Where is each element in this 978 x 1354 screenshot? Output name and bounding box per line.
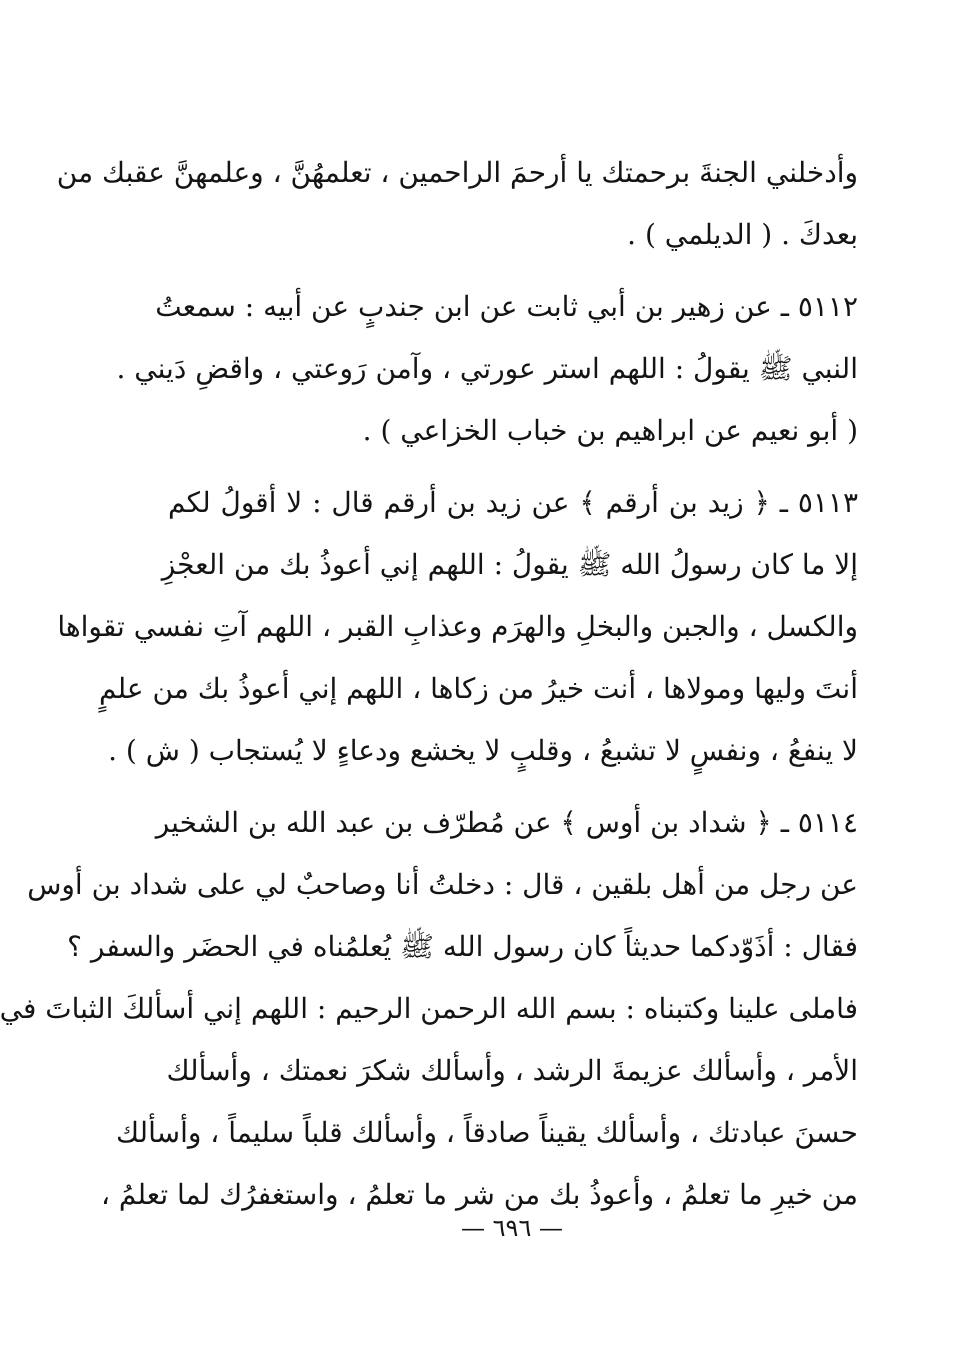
text-line: ٥١١٤ ـ ﴿ شداد بن أوس ﴾ عن مُطرّف بن عبد الله بن الشخير [155, 806, 858, 839]
text-line: من خيرِ ما تعلمُ ، وأعوذُ بك من شر ما تعلمُ ، واستغفرُك لما تعلمُ ، [100, 1178, 858, 1211]
text-line: ( أبو نعيم عن ابراهيم بن خباب الخزاعي ) . [362, 414, 858, 447]
page-text [0, 142, 858, 1226]
text-line: إلا ما كان رسولُ الله ﷺ يقولُ : اللهم إني أعوذُ بك من العجْزِ [161, 548, 858, 581]
text-line: لا ينفعُ ، ونفسٍ لا تشبعُ ، وقلبٍ لا يخشع ودعاءٍ لا يُستجاب ( ش ) . [108, 734, 858, 767]
text-line: عن رجل من أهل بلقين ، قال : دخلتُ أنا وصاحبٌ لي على شداد بن أوس [27, 868, 858, 901]
paragraph-5112 [116, 276, 858, 462]
text-line: النبي ﷺ يقولُ : اللهم استر عورتي ، وآمن رَوعتي ، واقضِ دَيني . [116, 352, 858, 385]
text-line: الأمر ، وأسألك عزيمةَ الرشد ، وأسألك شكرَ نعمتك ، وأسألك [166, 1054, 858, 1087]
text-line: أنتَ وليها ومولاها ، أنت خيرُ من زكاها ، اللهم إني أعوذُ بك من علمٍ [99, 672, 858, 705]
text-line: فاملى علينا وكتبناه : بسم الله الرحمن الرحيم : اللهم إني أسألكَ الثباتَ في [0, 992, 858, 1025]
text-line: والكسل ، والجبن والبخلِ والهرَم وعذابِ القبر ، اللهم آتِ نفسي تقواها [57, 610, 858, 643]
paragraph-5114 [0, 792, 858, 1226]
page-number: — ٦٩٦ — [461, 1214, 563, 1242]
text-line: فقال : أذَوّدكما حديثاً كان رسول الله ﷺ يُعلمُناه في الحضَر والسفر ؟ [67, 930, 858, 963]
paragraph-continuation [56, 142, 858, 266]
paragraph-5113 [57, 472, 858, 782]
text-line: بعدكَ . ( الديلمي ) . [627, 218, 858, 251]
text-line: ٥١١٢ ـ عن زهير بن أبي ثابت عن ابن جندبٍ عن أبيه : سمعتُ [155, 290, 858, 323]
text-line: وأدخلني الجنةَ برحمتك يا أرحمَ الراحمين ، تعلمهُنَّ ، وعلمهنَّ عقبك من [56, 156, 858, 189]
text-line: ٥١١٣ ـ ﴿ زيد بن أرقم ﴾ عن زيد بن أرقم قال : لا أقولُ لكم [168, 486, 858, 519]
text-line: حسنَ عبادتك ، وأسألك يقيناً صادقاً ، وأسألك قلباً سليماً ، وأسألك [115, 1116, 858, 1149]
